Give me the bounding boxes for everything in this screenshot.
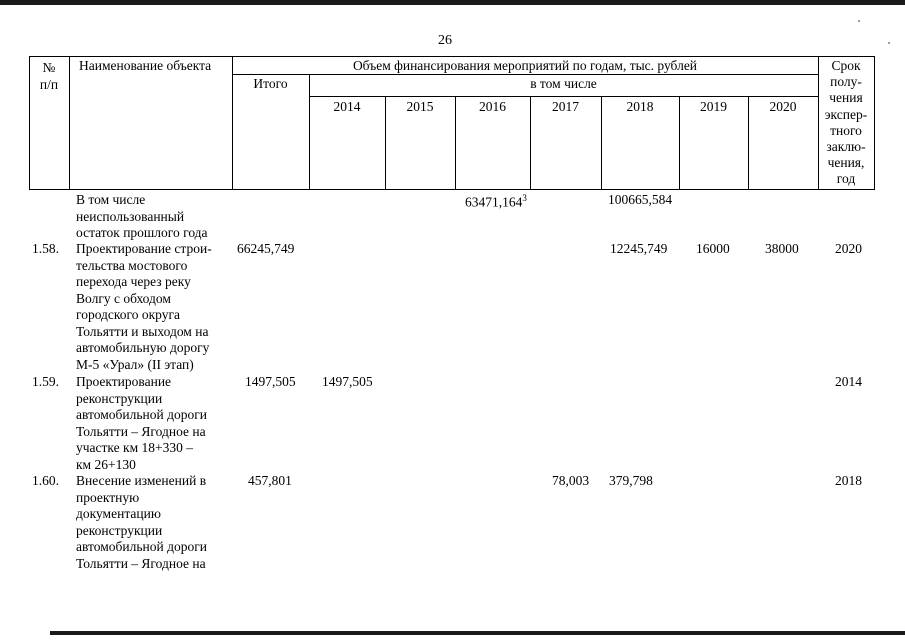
row-value-2020: 38000 [765, 241, 799, 256]
col-header-year: 2016 [479, 99, 506, 114]
row-value-2016: 63471,164$^3$ [465, 193, 527, 210]
row-deadline: 2018 [835, 473, 862, 488]
col-header-number: № п/п [39, 60, 59, 92]
row-number: 1.60. [32, 473, 59, 488]
col-header-year: 2018 [626, 99, 654, 114]
col-header-name: Наименование объекта [79, 58, 212, 73]
row-total: 457,801 [248, 473, 292, 488]
scan-edge-bottom [50, 631, 905, 635]
row-value-2018: 12245,749 [610, 241, 668, 256]
col-header-total: Итого [253, 76, 288, 91]
row-value-2014: 1497,505 [322, 374, 373, 389]
col-header-year: 2017 [552, 99, 579, 114]
row-value-2019: 16000 [696, 241, 730, 256]
row-total: 66245,749 [237, 241, 295, 256]
col-header-year: 2020 [769, 99, 797, 114]
row-number: 1.58. [32, 241, 59, 256]
row-value-2018: 379,798 [609, 473, 653, 488]
row-name: Проектирование строи- тельства мостового перехода через реку Волгу с обходом городского округа Тольятти и выходом на автомобильную дорогу М-5 «Урал» (II этап) [76, 241, 212, 372]
row-deadline: 2014 [835, 374, 862, 389]
col-header-including: в том числе [530, 76, 597, 91]
scan-speck [858, 20, 860, 22]
col-header-year: 2015 [406, 99, 434, 114]
row-deadline: 2020 [835, 241, 862, 256]
row-name: В том числе неиспользованный остаток прошлого года [76, 192, 208, 240]
col-header-deadline: Срок полу- чения экспер- тного заклю- чения, год [824, 58, 868, 187]
col-header-funding: Объем финансирования мероприятий по годам, тыс. рублей [352, 58, 698, 73]
col-header-year: 2019 [700, 99, 727, 114]
row-name: Внесение изменений в проектную документацию реконструкции автомобильной дороги Тольятти – Ягодное на [76, 473, 207, 571]
row-total: 1497,505 [245, 374, 296, 389]
scan-edge-top [0, 0, 905, 5]
col-header-year: 2014 [333, 99, 361, 114]
row-value-2018: 100665,584 [608, 192, 673, 207]
row-value-2017: 78,003 [552, 473, 590, 488]
scan-speck [888, 42, 890, 44]
row-number: 1.59. [32, 374, 59, 389]
row-name: Проектирование реконструкции автомобильной дороги Тольятти – Ягодное на участке км 18+330 – км 26+130 [76, 374, 207, 472]
page-number: 26 [438, 33, 452, 48]
